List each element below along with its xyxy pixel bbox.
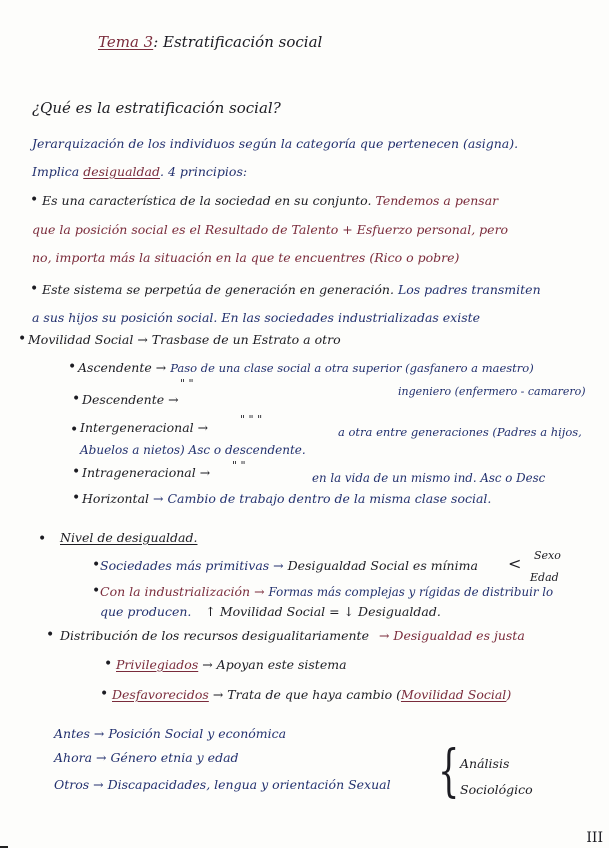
intrageneracional-text: en la vida de un mismo ind. Asc o Desc	[312, 471, 546, 485]
privileged-text: → Apoyan este sistema	[202, 657, 347, 672]
intergeneracional-label: Intergeneracional →	[80, 420, 209, 435]
distribution-heading: Distribución de los recursos desigualitariamente	[60, 628, 369, 643]
distribution-justa: → Desigualdad es justa	[378, 628, 525, 643]
disadvantaged-label: Desfavorecidos	[112, 687, 209, 702]
horizontal-line	[82, 491, 491, 507]
industrialization-label: Con la industrialización →	[100, 584, 265, 599]
mobility-ascendente	[78, 360, 534, 376]
intrageneracional-ditto: " "	[232, 459, 246, 472]
primitive-societies: Sociedades más primitivas →	[100, 558, 284, 573]
privileged-label: Privilegiados	[116, 657, 199, 672]
curly-brace: {	[438, 739, 460, 804]
bullet-dot: •	[38, 531, 47, 547]
distribution-line	[60, 628, 525, 644]
bullet-dot: •	[46, 627, 55, 643]
closing-sociologico: Sociológico	[460, 782, 533, 797]
page-title	[98, 34, 322, 50]
disadvantaged-line	[112, 687, 511, 703]
industrialization-line	[100, 584, 553, 600]
definition-principles: . 4 principios:	[160, 164, 248, 179]
industrialization-produce: que producen.	[100, 604, 192, 619]
principle-1-line-2	[32, 222, 508, 238]
definition-line-2	[32, 164, 247, 180]
horizontal-label: Horizontal	[82, 491, 150, 506]
ascendente-label: Ascendente →	[78, 360, 167, 375]
title-subject: : Estratificación social	[153, 33, 323, 51]
closing-antes: Antes → Posición Social y económica	[54, 726, 287, 741]
bullet-dot: •	[70, 422, 79, 438]
principle-1-line-3: no, importa más la situación en la que te encuentres (Rico o pobre)	[32, 250, 460, 265]
bullet-dot: •	[68, 359, 77, 375]
principle-2-line-1	[42, 282, 541, 298]
descendente-text: ingeniero (enfermero - camarero)	[398, 385, 586, 398]
closing-ahora: Ahora → Género etnia y edad	[54, 750, 239, 765]
principle-2-padres: Los padres transmiten	[397, 282, 541, 297]
disadvantaged-mobility: Movilidad Social	[400, 687, 507, 702]
bullet-dot: •	[18, 331, 27, 347]
industrialization-line-2	[100, 604, 441, 620]
page-number: III	[586, 830, 603, 846]
mobility-definition: → Trasbase de un Estrato a otro	[137, 332, 341, 347]
inequality-heading: Nivel de desigualdad.	[60, 530, 198, 545]
principle-1-talento: Resultado de Talento + Esfuerzo personal	[204, 222, 472, 237]
bullet-dot: •	[104, 656, 113, 672]
principle-1-line-1	[42, 193, 498, 209]
principle-1-pero: , pero	[471, 222, 509, 237]
horizontal-text: → Cambio de trabajo dentro de la misma clase social.	[153, 491, 492, 506]
sexo-label: Sexo	[534, 549, 561, 562]
question-heading: ¿Qué es la estratificación social?	[32, 99, 281, 117]
principle-2-line-2: a sus hijos su posición social. En las sociedades industrializadas existe	[32, 310, 481, 325]
definition-desigualdad: desigualdad	[83, 164, 161, 179]
ascendente-text: Paso de una clase social a otra superior (gasfanero a maestro)	[170, 361, 534, 375]
bullet-dot: •	[30, 192, 39, 208]
mobility-line	[28, 332, 341, 348]
definition-implica: Implica	[32, 164, 80, 179]
mobility-heading: Movilidad Social	[28, 332, 134, 347]
intergeneracional-text: a otra entre generaciones (Padres a hijos,	[338, 425, 582, 439]
principle-1-tendemos: Tendemos a pensar	[375, 193, 499, 208]
bullet-dot: •	[92, 583, 101, 599]
disadvantaged-text: → Trata de que haya cambio (	[212, 687, 401, 702]
intergeneracional-ditto: " " "	[240, 413, 263, 426]
definition-line-1: Jerarquización de los individuos según la categoría que pertenecen (asigna).	[32, 136, 519, 151]
bullet-dot: •	[92, 557, 101, 573]
closing-otros: Otros → Discapacidades, lengua y orientación Sexual	[54, 777, 391, 792]
disadvantaged-close: )	[506, 687, 512, 702]
mobility-equation: ↑ Movilidad Social = ↓ Desigualdad.	[205, 604, 441, 619]
inequality-primitive	[100, 558, 478, 574]
edad-label: Edad	[530, 571, 559, 584]
principle-1-que: que la posición social es el	[32, 222, 201, 237]
privileged-line	[116, 657, 347, 673]
minimal-inequality: Desigualdad Social es mínima	[287, 558, 478, 573]
bullet-dot: •	[72, 464, 81, 480]
bullet-dot: •	[30, 281, 39, 297]
closing-analisis: Análisis	[460, 756, 510, 771]
ascendente-ditto: " "	[180, 377, 194, 390]
bullet-dot: •	[72, 391, 81, 407]
title-topic: Tema 3	[98, 33, 154, 51]
less-than-symbol: <	[508, 554, 522, 573]
intrageneracional-label: Intrageneracional →	[82, 465, 211, 480]
bullet-dot: •	[100, 686, 109, 702]
industrialization-text: Formas más complejas y rígidas de distribuir lo	[268, 585, 554, 599]
intergeneracional-text-2: Abuelos a nietos) Asc o descendente.	[80, 443, 306, 457]
bullet-dot: •	[72, 490, 81, 506]
principle-2-text: Este sistema se perpetúa de generación en generación.	[42, 282, 394, 297]
descendente-label: Descendente →	[82, 392, 179, 407]
principle-1-text: Es una característica de la sociedad en su conjunto.	[42, 193, 372, 208]
